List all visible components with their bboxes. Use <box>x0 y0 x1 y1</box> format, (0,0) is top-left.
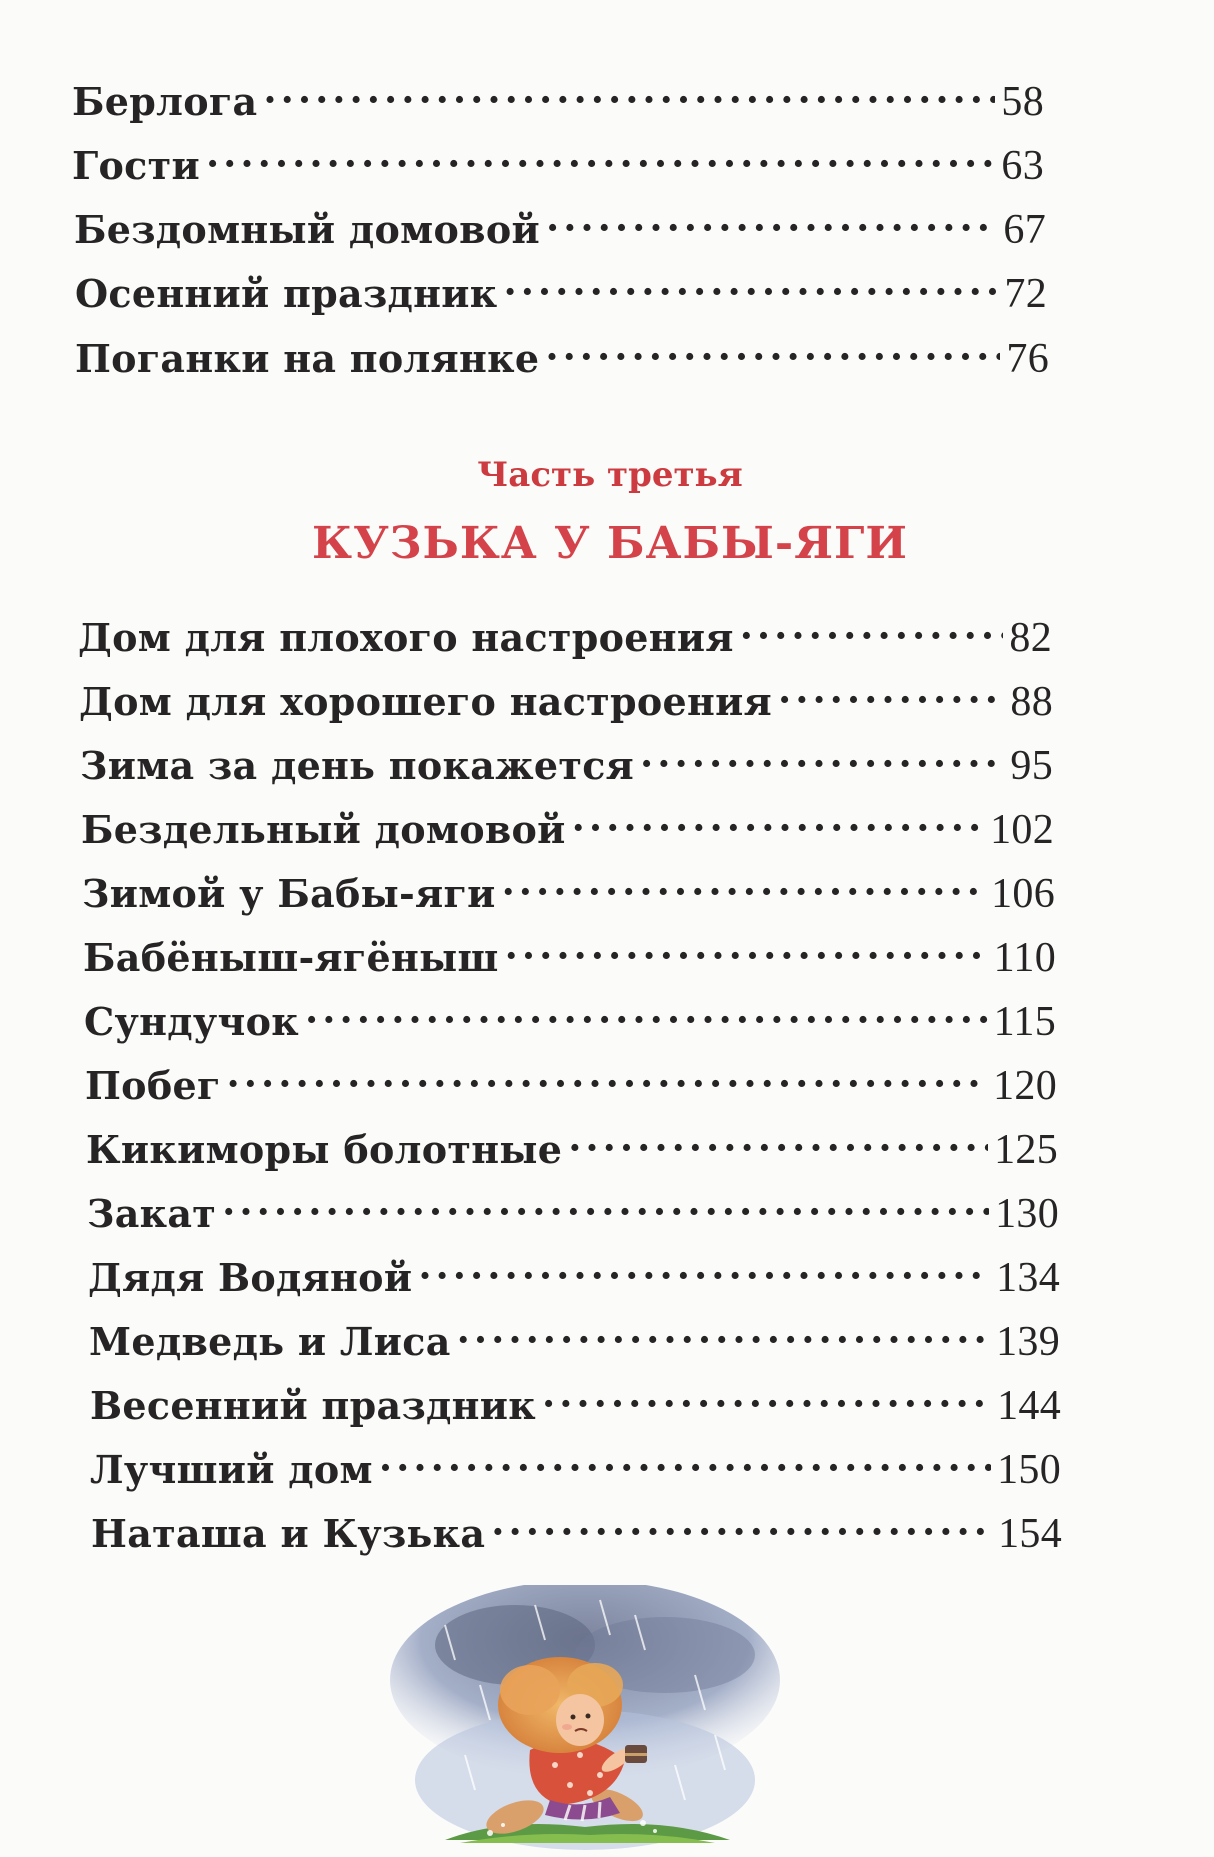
toc-entry-page: 150 <box>997 1447 1061 1493</box>
toc-entry[interactable] <box>89 1318 1060 1378</box>
toc-entry-title: Побег <box>85 1063 221 1108</box>
toc-entry-page: 130 <box>995 1191 1059 1237</box>
dot-leader <box>305 997 988 1042</box>
toc-entry-page: 154 <box>998 1511 1062 1557</box>
toc-entry-title: Закат <box>87 1191 217 1236</box>
toc-entry[interactable] <box>82 870 1055 930</box>
toc-entry[interactable] <box>90 1446 1061 1506</box>
kuzka-rain-illustration <box>385 1585 785 1857</box>
dot-leader <box>222 1189 989 1234</box>
toc-entry[interactable] <box>84 998 1056 1058</box>
toc-entry-title: Осенний праздник <box>75 271 498 316</box>
toc-entry-title: Берлога <box>72 79 258 124</box>
dot-leader <box>263 77 995 122</box>
dot-leader <box>545 334 1000 379</box>
toc-entry-page: 58 <box>1001 79 1044 125</box>
toc-entry-page: 115 <box>993 999 1056 1045</box>
toc-entry[interactable] <box>79 678 1053 738</box>
toc-entry-page: 139 <box>996 1319 1060 1365</box>
dot-leader <box>778 677 1004 722</box>
toc-entry-page: 125 <box>994 1127 1058 1173</box>
dot-leader <box>491 1509 992 1554</box>
toc-entry-title: Дядя Водяной <box>88 1255 413 1300</box>
toc-entry[interactable] <box>78 614 1052 674</box>
part-label: Часть третья <box>477 455 743 495</box>
toc-entry[interactable] <box>74 206 1046 266</box>
toc-entry-page: 110 <box>993 935 1056 981</box>
toc-entry-page: 67 <box>1003 207 1046 253</box>
toc-entry-page: 106 <box>991 871 1055 917</box>
dot-leader <box>457 1317 990 1362</box>
dot-leader <box>505 933 988 978</box>
toc-entry[interactable] <box>72 78 1044 138</box>
toc-entry-title: Бездомный домовой <box>74 207 540 252</box>
dot-leader <box>542 1381 991 1426</box>
toc-entry-title: Медведь и Лиса <box>89 1319 451 1364</box>
toc-entry-title: Дом для хорошего настроения <box>79 679 772 724</box>
toc-entry-title: Поганки на полянке <box>75 336 540 381</box>
toc-entry[interactable] <box>81 806 1054 866</box>
toc-entry[interactable] <box>75 270 1047 330</box>
dot-leader <box>572 805 984 850</box>
dot-leader <box>503 269 998 314</box>
toc-entry-title: Бабёныш-ягёныш <box>83 935 499 980</box>
toc-entry[interactable] <box>91 1510 1062 1570</box>
toc-entry[interactable] <box>83 934 1056 994</box>
dot-leader <box>206 141 995 186</box>
dot-leader <box>740 613 1004 658</box>
toc-entry-title: Наташа и Кузька <box>91 1511 486 1556</box>
dot-leader <box>379 1445 991 1490</box>
toc-entry-page: 95 <box>1010 743 1053 789</box>
toc-entry-title: Лучший дом <box>90 1447 373 1492</box>
toc-entry-page: 76 <box>1006 336 1049 382</box>
dot-leader <box>227 1061 988 1106</box>
toc-entry[interactable] <box>75 335 1049 395</box>
toc-entry-page: 134 <box>996 1255 1060 1301</box>
toc-entry[interactable] <box>87 1190 1059 1250</box>
toc-entry-page: 63 <box>1001 143 1044 189</box>
toc-entry-title: Сундучок <box>84 999 300 1044</box>
toc-entry-title: Зима за день покажется <box>80 743 635 788</box>
toc-entry[interactable] <box>88 1254 1060 1314</box>
toc-entry[interactable] <box>85 1062 1057 1122</box>
toc-entry-page: 82 <box>1009 615 1052 661</box>
toc-entry-page: 144 <box>997 1383 1061 1429</box>
toc-entry-title: Гости <box>72 143 200 188</box>
part-title: КУЗЬКА У БАБЫ-ЯГИ <box>312 518 908 569</box>
toc-entry[interactable] <box>80 742 1053 802</box>
toc-entry-page: 102 <box>990 807 1054 853</box>
toc-entry-title: Кикиморы болотные <box>86 1127 563 1172</box>
toc-entry-page: 120 <box>993 1063 1057 1109</box>
dot-leader <box>546 205 997 250</box>
dot-leader <box>418 1253 990 1298</box>
dot-leader <box>568 1125 988 1170</box>
toc-entry-page: 72 <box>1004 271 1047 317</box>
toc-entry-title: Зимой у Бабы-яги <box>82 871 496 916</box>
toc-entry-page: 88 <box>1010 679 1053 725</box>
dot-leader <box>502 869 986 914</box>
toc-entry-title: Бездельный домовой <box>81 807 566 852</box>
toc-entry-title: Дом для плохого настроения <box>78 615 734 660</box>
toc-entry[interactable] <box>86 1126 1058 1186</box>
dot-leader <box>640 741 1004 786</box>
toc-entry[interactable] <box>72 142 1044 202</box>
toc-entry[interactable] <box>90 1382 1061 1442</box>
toc-entry-title: Весенний праздник <box>90 1383 536 1428</box>
